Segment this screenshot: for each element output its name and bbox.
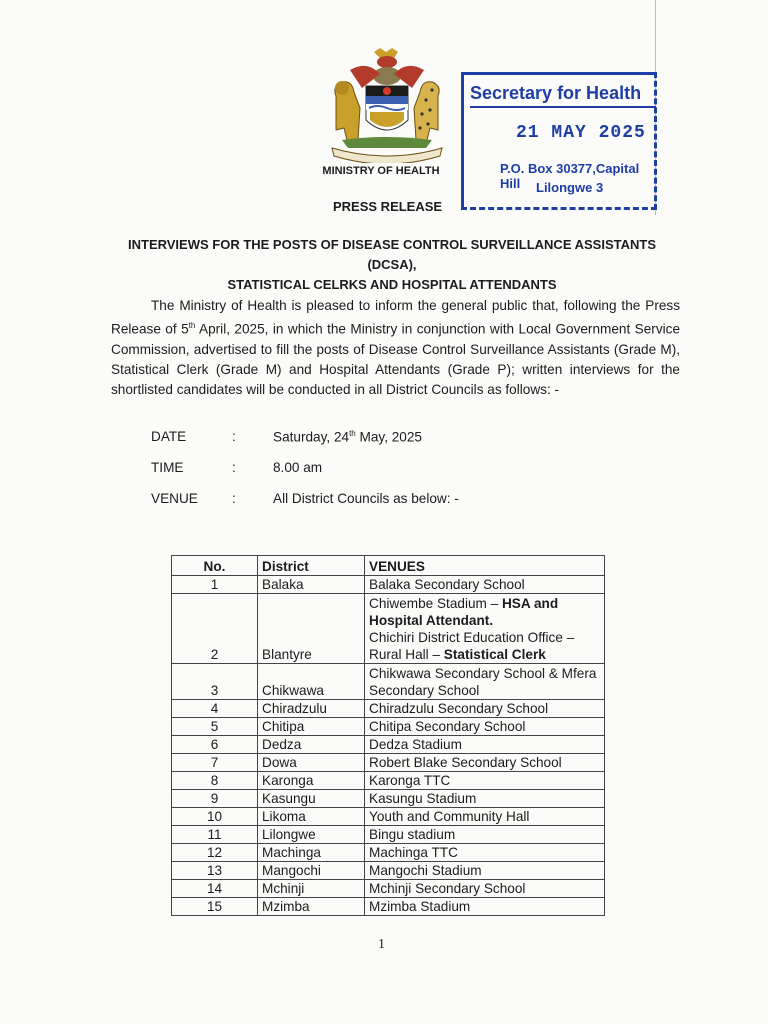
received-stamp [461,72,657,210]
header-no: No. [172,556,258,576]
stamp-po-box: P.O. Box 30377,Capital Hill [500,161,640,191]
table-row: 9 Kasungu Kasungu Stadium [172,790,605,808]
headline [112,235,672,295]
ministry-name: MINISTRY OF HEALTH [322,165,440,177]
header-venues: VENUES [365,556,605,576]
table-row: 15 Mzimba Mzimba Stadium [172,898,605,916]
headline-line-1: INTERVIEWS FOR THE POSTS OF DISEASE CONTROL SURVEILLANCE ASSISTANTS (DCSA), [128,237,656,272]
headline-line-2: STATISTICAL CELRKS AND HOSPITAL ATTENDANTS [227,277,557,292]
header-district: District [258,556,365,576]
body-paragraph: The Ministry of Health is pleased to inform the general public that, following the Press Release of 5th April, 2025, in which the Ministry in conjunction with Local Government Service Commission, advertised to fill the posts of Disease Control Surveillance Assistants (Grade M), Statistical Clerk (Grade M) and Hospital Attendants (Grade P); written interviews for the shortlisted candidates will be conducted in all District Councils as follows: - [111,298,681,397]
table-row: 6 Dedza Dedza Stadium [172,736,605,754]
stamp-city: Lilongwe 3 [536,180,604,195]
venues-table [171,555,605,916]
table-row: 1 Balaka Balaka Secondary School [172,576,605,594]
motto [347,152,427,153]
stamp-title: Secretary for Health [470,83,656,108]
press-release-label: PRESS RELEASE [333,199,443,214]
table-row: 5 Chitipa Chitipa Secondary School [172,718,605,736]
table-row: 10 Likoma Youth and Community Hall [172,808,605,826]
table-row: 3 Chikwawa Chikwawa Secondary School & Mfera Secondary School [172,664,605,700]
page-number: 1 [378,937,385,952]
table-row: 14 Mchinji Mchinji Secondary School [172,880,605,898]
table-row: 11 Lilongwe Bingu stadium [172,826,605,844]
table-row: 13 Mangochi Mangochi Stadium [172,862,605,880]
table-row: 7 Dowa Robert Blake Secondary School [172,754,605,772]
table-row: 4 Chiradzulu Chiradzulu Secondary School [172,700,605,718]
stamp-date: 21 MAY 2025 [516,123,646,143]
table-row: 8 Karonga Karonga TTC [172,772,605,790]
coat-of-arms-icon [322,48,452,163]
table-row: 2 Blantyre Chiwembe Stadium – HSA and Hospital Attendant. Chichiri District Education Office – Rural Hall – Statistical Clerk [172,594,605,664]
table-header-row [172,556,605,576]
table-row: 12 Machinga Machinga TTC [172,844,605,862]
